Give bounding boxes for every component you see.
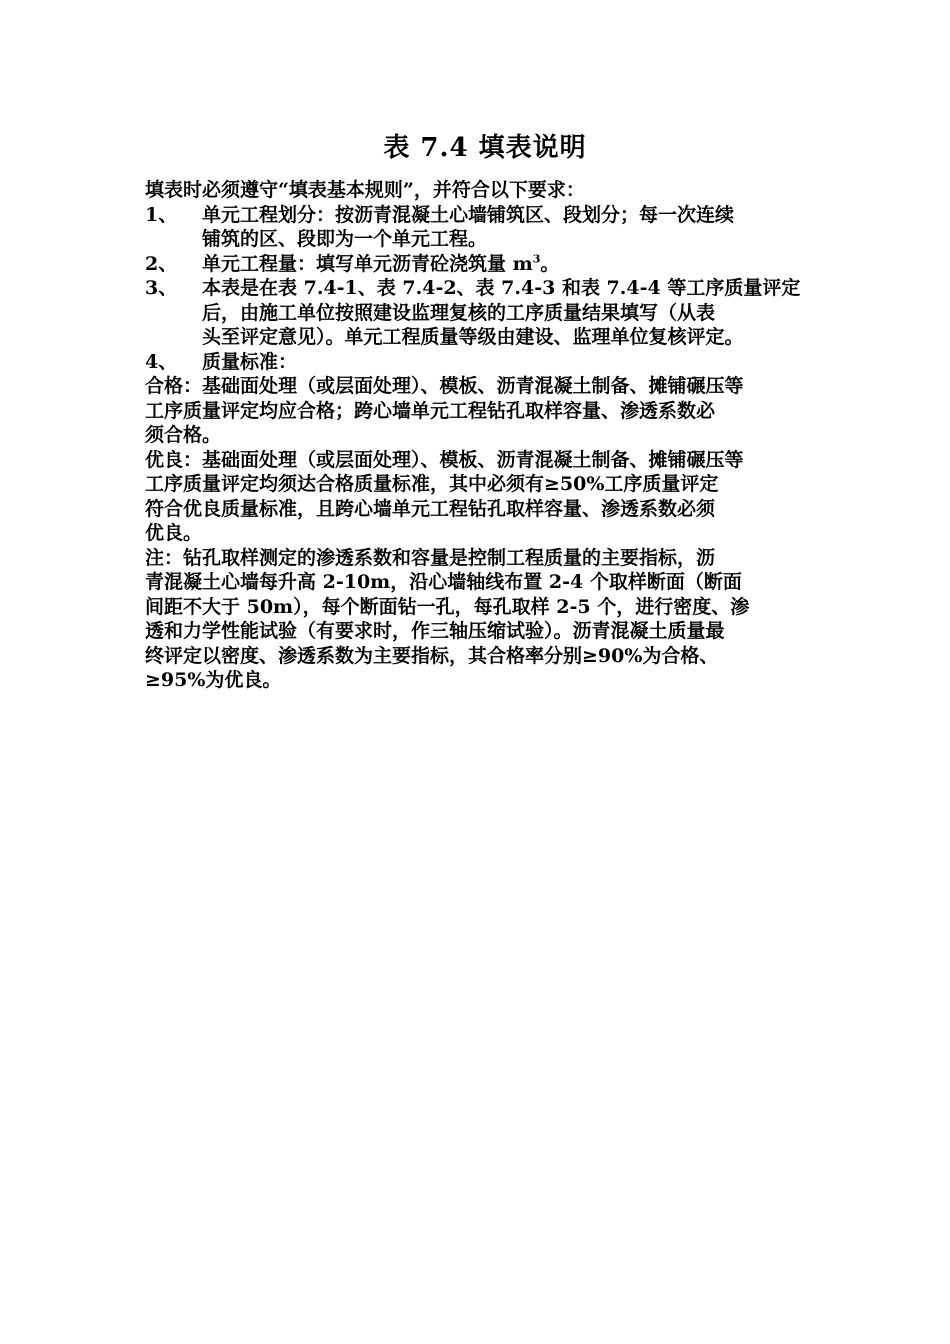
paragraph-line: 工序质量评定均应合格；跨心墙单元工程钻孔取样容量、渗透系数必 [145,399,716,422]
list-item-line: 单元工程划分：按沥青混凝土心墙铺筑区、段划分；每一次连续 [202,203,735,226]
list-item-line: 头至评定意见）。单元工程质量等级由建设、监理单位复核评定。 [202,326,744,348]
list-item-line: 后，由施工单位按照建设监理复核的工序质量结果填写（从表 [202,301,716,324]
list-item-4 [145,350,825,375]
paragraph-line: 优良。 [145,522,203,544]
list-item-2 [145,252,825,277]
paragraph-line: 符合优良质量标准，且跨心墙单元工程钻孔取样容量、渗透系数必须 [145,497,716,520]
paragraph-line: ≥95%为优良。 [145,669,282,691]
unit-superscript: 3 [532,252,541,266]
list-item-3 [145,276,825,350]
list-item-number: 4、 [145,350,178,373]
list-item-line: 本表是在表 7.4-1、表 7.4-2、表 7.4-3 和表 7.4-4 等工序质量评定 [202,277,801,299]
quantity-tail: 。 [540,252,560,275]
list-item-line: 质量标准： [202,350,298,373]
paragraph-line: 注：钻孔取样测定的渗透系数和容量是控制工程质量的主要指标，沥 [145,546,716,569]
page-title: 表 7.4 填表说明 [383,133,587,163]
paragraph-line: 工序质量评定均须达合格质量标准，其中必须有≥50%工序质量评定 [145,473,719,495]
list-item-number: 3、 [145,277,178,299]
paragraph-line: 终评定以密度、渗透系数为主要指标，其合格率分别≥90%为合格、 [145,644,719,667]
list-item-1 [145,203,825,252]
paragraph-line: 青混凝土心墙每升高 2-10m，沿心墙轴线布置 2-4 个取样断面（断面 [145,571,742,593]
list-item-text [202,276,825,350]
excellent-paragraph [145,448,825,546]
note-paragraph [145,546,825,693]
list-item-line: 铺筑的区、段即为一个单元工程。 [202,228,488,250]
list-item-text [202,252,825,277]
list-item-line [202,252,825,277]
list-item-text [202,203,825,252]
list-item-number: 2、 [145,252,178,275]
quantity-text: 单元工程量：填写单元沥青砼浇筑量 m [202,252,533,275]
list-item-number: 1、 [145,203,178,226]
list-item-text [202,350,825,375]
paragraph-line: 合格：基础面处理（或层面处理）、模板、沥青混凝土制备、摊铺碾压等 [145,375,744,397]
intro-text: 填表时必须遵守“填表基本规则”，并符合以下要求： [145,179,585,201]
paragraph-line: 透和力学性能试验（有要求时，作三轴压缩试验）。沥青混凝土质量最 [145,620,725,642]
paragraph-line: 优良：基础面处理（或层面处理）、模板、沥青混凝土制备、摊铺碾压等 [145,448,744,471]
document-page [145,128,825,693]
paragraph-line: 间距不大于 50m），每个断面钻一孔，每孔取样 2-5 个，进行密度、渗 [145,595,750,618]
qualified-paragraph [145,374,825,448]
paragraph-line: 须合格。 [145,424,222,446]
